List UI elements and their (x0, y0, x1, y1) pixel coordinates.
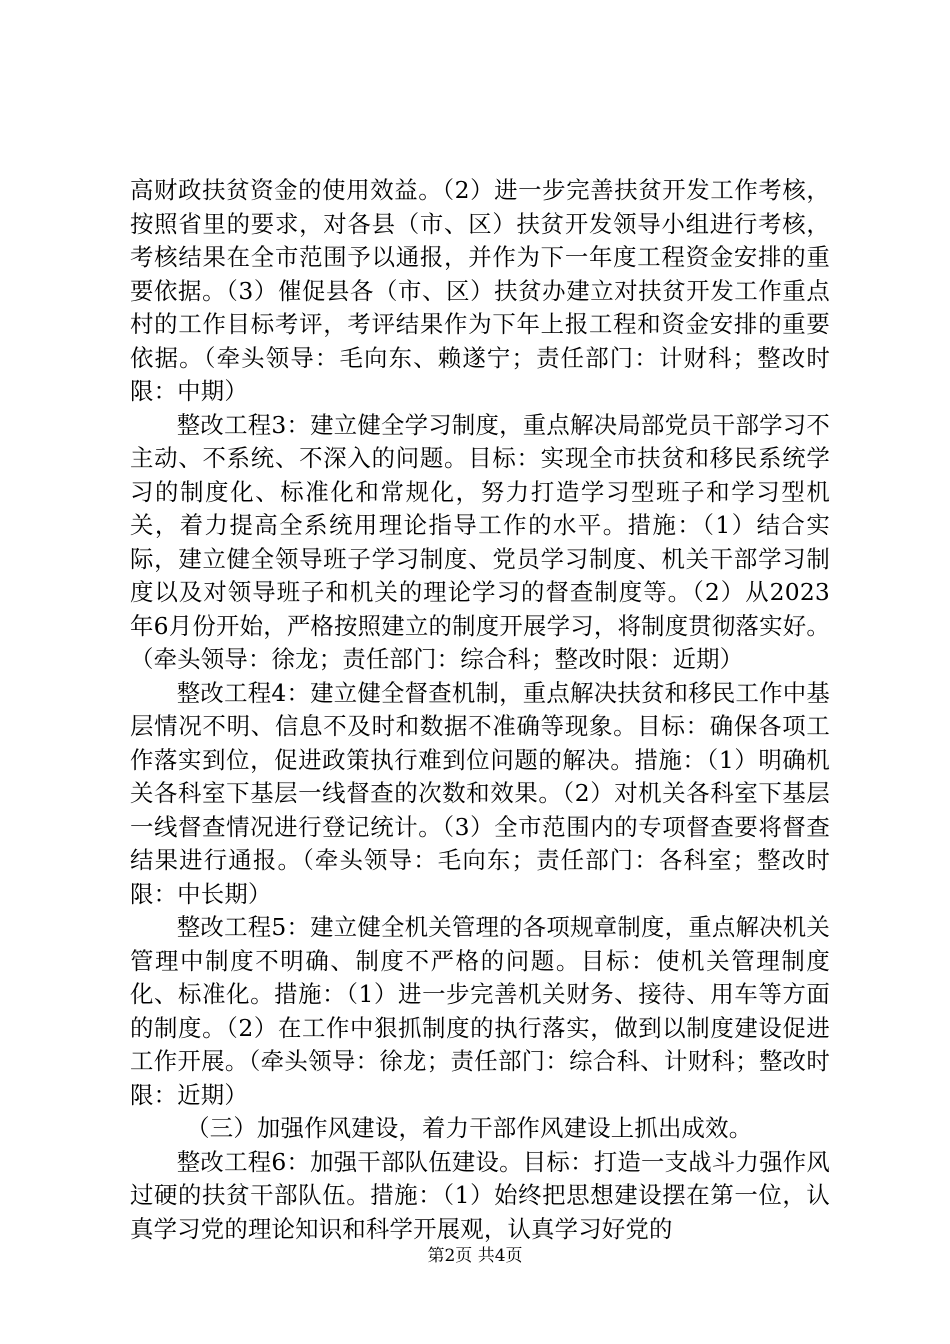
paragraph-continuation: 高财政扶贫资金的使用效益。（2）进一步完善扶贫开发工作考核，按照省里的要求，对各县（市、区）扶贫开发领导小组进行考核，考核结果在全市范围予以通报，并作为下一年度工程资金安排的重要依据。（3）催促县各（市、区）扶贫办建立对扶贫开发工作重点村的工作目标考评，考评结果作为下年上报工程和资金安排的重要依据。（牵头领导：毛向东、赖遂宁；责任部门：计财科；整改时限：中期） (130, 176, 830, 405)
page-footer (0, 1245, 950, 1267)
page-number: 第2页 共4页 (427, 1246, 523, 1266)
paragraph-rectification-5: 整改工程5：建立健全机关管理的各项规章制度，重点解决机关管理中制度不明确、制度不严格的问题。目标：使机关管理制度化、标准化。措施：（1）进一步完善机关财务、接待、用车等方面的制度。（2）在工作中狠抓制度的执行落实，做到以制度建设促进工作开展。（牵头领导：徐龙；责任部门：综合科、计财科；整改时限：近期） (130, 913, 830, 1109)
paragraph-rectification-6: 整改工程6：加强干部队伍建设。目标：打造一支战斗力强作风过硬的扶贫干部队伍。措施：（1）始终把思想建设摆在第一位，认真学习党的理论知识和科学开展观，认真学习好党的 (130, 1147, 830, 1243)
paragraph-rectification-3: 整改工程3：建立健全学习制度，重点解决局部党员干部学习不主动、不系统、不深入的问题。目标：实现全市扶贫和移民系统学习的制度化、标准化和常规化，努力打造学习型班子和学习型机关，着力提高全系统用理论指导工作的水平。措施：（1）结合实际，建立健全领导班子学习制度、党员学习制度、机关干部学习制度以及对领导班子和机关的理论学习的督查制度等。（2）从2023年6月份开始，严格按照建立的制度开展学习，将制度贯彻落实好。（牵头领导：徐龙；责任部门：综合科；整改时限：近期） (130, 410, 830, 673)
section-heading-3: （三）加强作风建设，着力干部作风建设上抓出成效。 (186, 1114, 753, 1142)
paragraph-rectification-4: 整改工程4：建立健全督查机制，重点解决扶贫和移民工作中基层情况不明、信息不及时和数据不准确等现象。目标：确保各项工作落实到位，促进政策执行难到位问题的解决。措施：（1）明确机关各科室下基层一线督查的次数和效果。（2）对机关各科室下基层一线督查情况进行登记统计。（3）全市范围内的专项督查要将督查结果进行通报。（牵头领导：毛向东；责任部门：各科室；整改时限：中长期） (130, 678, 830, 908)
document-body (130, 174, 830, 1246)
